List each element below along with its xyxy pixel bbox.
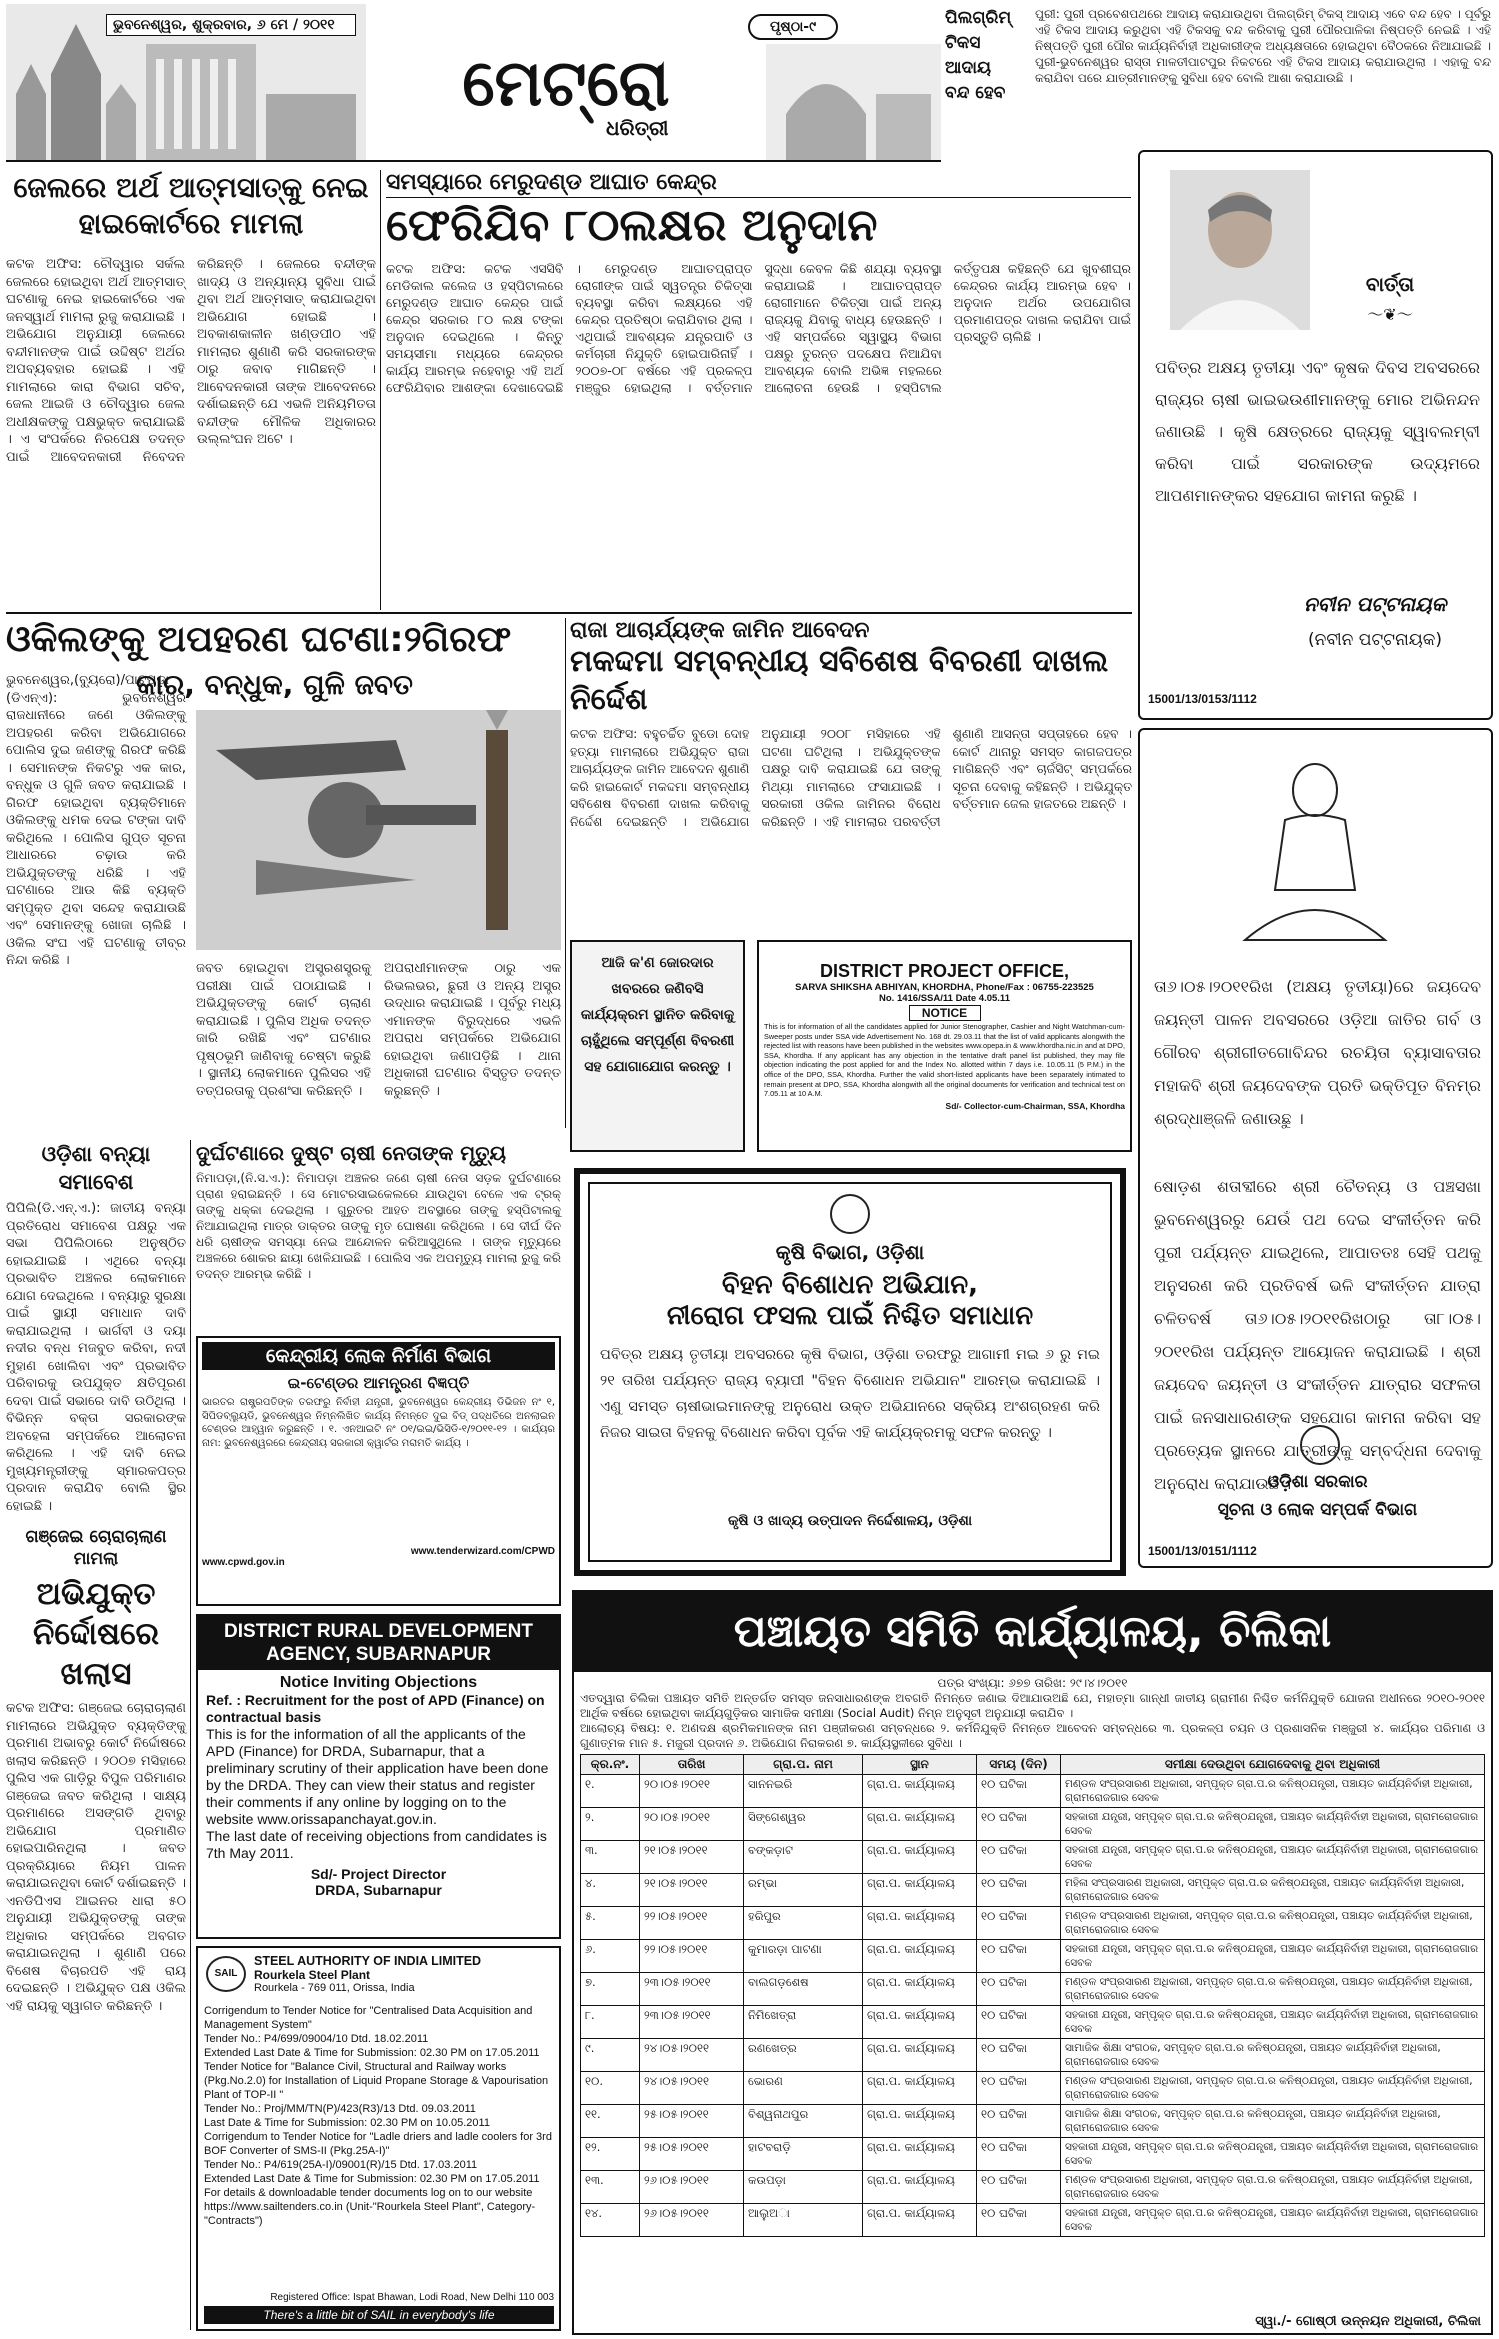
- table-cell: ୫.: [581, 1907, 640, 1940]
- sail-notice: [196, 1946, 561, 2331]
- cpwd-notice: [196, 1336, 561, 1606]
- table-row: [581, 2105, 1485, 2138]
- farmer-story: [196, 1140, 561, 1330]
- table-cell: ହରିପୁର: [744, 1907, 863, 1940]
- sail-line: Tender No.: Proj/MM/TN(P)/423(R3)/13 Dtd. 09.03.2011: [204, 2103, 476, 2115]
- table-cell: ୧୨.: [581, 2138, 640, 2171]
- table-cell: ୨୩।୦୫।୨୦୧୧: [640, 1973, 744, 2006]
- audit-schedule-table: [580, 1754, 1485, 2237]
- table-cell: ୧୦ ଘଟିକା: [977, 2072, 1061, 2105]
- table-cell: ୨୦।୦୫।୨୦୧୧: [640, 1775, 744, 1808]
- table-cell: ୨୦।୦୫।୨୦୧୧: [640, 1808, 744, 1841]
- table-cell: ଗ୍ରା.ପ. କାର୍ଯ୍ୟାଳୟ: [863, 1973, 977, 2006]
- table-cell: ୧୩.: [581, 2171, 640, 2204]
- news-promo-box: [570, 940, 745, 1152]
- building-skyline-right-image: [766, 44, 941, 160]
- table-row: [581, 1841, 1485, 1874]
- dpo-ref: No. 1416/SSA/11 Date 4.05.11: [879, 993, 1010, 1004]
- col-officers: ସମୀକ୍ଷା ଦେଉଥିବା ଯୋଗଦେବାକୁ ଥିବା ଅଧିକାରୀ: [1061, 1755, 1485, 1775]
- table-cell: ୯.: [581, 2039, 640, 2072]
- lawyer-body-2: ଜବତ ହୋଇଥିବା ଅସ୍ତ୍ରଶସ୍ତ୍ରକୁ ପରୀକ୍ଷା ପାଇଁ ପଠାଯାଇଛି । ଅଭିଯୁକ୍ତଙ୍କୁ କୋର୍ଟ ଚାଲାଣ କରାଯାଇଛି । ପୁଲିସ ଅଧିକ ତଦନ୍ତ ଜାରି ରଖିଛି ଏବଂ ଘଟଣାର ପୃଷ୍ଠଭୂମି ଜାଣିବାକୁ ଚେଷ୍ଟା କରୁଛି । ସ୍ଥାନୀୟ ଲୋକମାନେ ପୁଲିସର ଏହି ତତ୍ପରତାକୁ ପ୍ରଶଂସା କରିଛନ୍ତି ।: [196, 961, 371, 1099]
- agri-notice: [574, 1168, 1126, 1576]
- sail-line: Tender No.: P4/619(25A-I)/09001(R)/15 Dtd. 17.03.2011: [204, 2159, 478, 2171]
- table-cell: ୨୪।୦୫।୨୦୧୧: [640, 2039, 744, 2072]
- table-cell: ୧୦ ଘଟିକା: [977, 1940, 1061, 1973]
- paper-title: ମେଟ୍ରୋ: [462, 47, 670, 121]
- table-cell: ଗ୍ରା.ପ. କାର୍ଯ୍ୟାଳୟ: [863, 2204, 977, 2237]
- drda-date: The last date of receiving objections from candidates is 7th May 2011.: [206, 1828, 547, 1861]
- table-cell: ରଣଖେତ୍ର: [744, 2039, 863, 2072]
- table-cell: ଗ୍ରା.ପ. କାର୍ଯ୍ୟାଳୟ: [863, 2138, 977, 2171]
- table-cell: ୩.: [581, 1841, 640, 1874]
- table-cell: ମଣ୍ଡଳ ସଂପ୍ରସାରଣ ଅଧିକାରୀ, ସମ୍ପୃକ୍ତ ଗ୍ରା.ପ.ର କନିଷ୍ଠଯନ୍ତ୍ରୀ, ପଞ୍ଚାୟତ କାର୍ଯ୍ୟନିର୍ବାହୀ ଅଧିକାରୀ, ଗ୍ରାମରୋଜଗାର ସେବକ: [1061, 1907, 1485, 1940]
- table-cell: ସାମାଜିକ ଶିକ୍ଷା ସଂଗଠକ, ସମ୍ପୃକ୍ତ ଗ୍ରା.ପ.ର କନିଷ୍ଠଯନ୍ତ୍ରୀ, ପଞ୍ଚାୟତ କାର୍ଯ୍ୟନିର୍ବାହୀ ଅଧିକାରୀ, ଗ୍ରାମରୋଜଗାର ସେବକ: [1061, 2105, 1485, 2138]
- cpwd-web-1[interactable]: www.tenderwizard.com/CPWD: [410, 1546, 555, 1557]
- cm-message-box: [1138, 150, 1493, 720]
- table-cell: ୨୫।୦୫।୨୦୧୧: [640, 2138, 744, 2171]
- drda-title: DISTRICT RURAL DEVELOPMENT AGENCY, SUBARNAPUR: [198, 1616, 559, 1670]
- sail-line: Tender Notice for "Balance Civil, Structural and Railway works (Pkg.No.2.0) for Installation of Liquid Propane Storage & Vapourisation Plant of TOP-II ": [204, 2061, 549, 2101]
- dateline: ଭୁବନେଶ୍ୱର, ଶୁକ୍ରବାର, ୬ ମେ / ୨୦୧୧: [106, 14, 356, 36]
- table-cell: ୧୦ ଘଟିକା: [977, 1907, 1061, 1940]
- table-row: [581, 2138, 1485, 2171]
- jail-story-headline: ଜେଲରେ ଅର୍ଥ ଆତ୍ମସାତ୍‌କୁ ନେଇ ହାଇକୋର୍ଟରେ ମାମଲା: [13, 171, 369, 240]
- table-cell: ୧୦ ଘଟିକା: [977, 1841, 1061, 1874]
- table-cell: ୨୫।୦୫।୨୦୧୧: [640, 2105, 744, 2138]
- table-cell: ୨୪।୦୫।୨୦୧୧: [640, 2072, 744, 2105]
- table-cell: ୧.: [581, 1775, 640, 1808]
- flood-story: [6, 1140, 186, 1520]
- table-cell: ଗ୍ରା.ପ. କାର୍ଯ୍ୟାଳୟ: [863, 2105, 977, 2138]
- panchayat-subject: ଆଲୋଚ୍ୟ ବିଷୟ: ୧. ଅଣଦକ୍ଷ ଶ୍ରମିକମାନଙ୍କ ନାମ ପଞ୍ଜୀକରଣ ସମ୍ବନ୍ଧରେ ୨. କର୍ମନିଯୁକ୍ତି ନିମନ୍ତେ ଆବେଦନ ସମ୍ବନ୍ଧରେ ୩. ପ୍ରକଳ୍ପ ଚୟନ ଓ ପ୍ରଶାସନିକ ମଞ୍ଜୁରୀ ୪. କାର୍ଯ୍ୟର ପରିମାଣ ଓ ଗୁଣାତ୍ମକ ମାନ ୫. ମଜୁରୀ ପ୍ରଦାନ ୬. ଅଭିଯୋଗ ନିରାକରଣ ୭. କାର୍ଯ୍ୟସ୍ଥଳୀରେ ସୁବିଧା ।: [580, 1721, 1485, 1750]
- agri-line-2: ନୀରୋଗ ଫସଲ ପାଇଁ ନିଶ୍ଚିତ ସମାଧାନ: [666, 1301, 1034, 1331]
- col-time: ସମୟ (ଦିନ): [977, 1755, 1061, 1775]
- table-cell: ସହକାରୀ ଯନ୍ତ୍ରୀ, ସମ୍ପୃକ୍ତ ଗ୍ରା.ପ.ର କନିଷ୍ଠଯନ୍ତ୍ରୀ, ପଞ୍ଚାୟତ କାର୍ଯ୍ୟନିର୍ବାହୀ ଅଧିକାରୀ, ଗ୍ରାମରୋଜଗାର ସେବକ: [1061, 2006, 1485, 2039]
- table-cell: ଗ୍ରା.ପ. କାର୍ଯ୍ୟାଳୟ: [863, 1907, 977, 1940]
- panchayat-notice: [572, 1590, 1493, 2335]
- jayadev-body-2: ଷୋଡ଼ଶ ଶତାବ୍ଦୀରେ ଶ୍ରୀ ଚୈତନ୍ୟ ଓ ପଞ୍ଚସଖା ଭୁବନେଶ୍ୱରରୁ ଯେଉଁ ପଥ ଦେଇ ସଂକୀର୍ତ୍ତନ କରି ପୁରୀ ପର୍ଯ୍ୟନ୍ତ ଯାଇଥିଲେ, ଆପାତତଃ ସେହି ପଥକୁ ଅନୁସରଣ କରି ପ୍ରତିବର୍ଷ ଭଳି ସଂକୀର୍ତ୍ତନ ଯାତ୍ରା ଚଳିତବର୍ଷ ତା୬।୦୫।୨୦୧୧ରିଖଠାରୁ ତା୮।୦୫।୨୦୧୧ରିଖ ପର୍ଯ୍ୟନ୍ତ ଆୟୋଜନ କରାଯାଇଛି । ଶ୍ରୀ ଜୟଦେବ ଜୟନ୍ତୀ ଓ ସଂକୀର୍ତ୍ତନ ଯାତ୍ରାର ସଫଳତା ପାଇଁ ଜନସାଧାରଣଙ୍କ ସହଯୋଗ କାମନା କରିବା ସହ ପ୍ରତ୍ୟେକ ସ୍ଥାନରେ ଯାତ୍ରୀଙ୍କୁ ସମ୍ବର୍ଦ୍ଧନା ଦେବାକୁ ଅନୁରୋଧ କରାଯାଉଛି ।: [1154, 1177, 1481, 1493]
- table-cell: ଗ୍ରା.ପ. କାର୍ଯ୍ୟାଳୟ: [863, 2006, 977, 2039]
- dpo-sign: Sd/- Collector-cum-Chairman, SSA, Khordha: [945, 1100, 1125, 1111]
- sail-line: Corrigendum to Tender Notice for "Ladle driers and ladle coolers for 3rd BOF Converter of SMS-II (Pkg.25A-I)": [204, 2131, 552, 2157]
- table-cell: ଗ୍ରା.ପ. କାର୍ଯ୍ୟାଳୟ: [863, 2171, 977, 2204]
- lawyer-story: [6, 618, 561, 1128]
- table-cell: ଭୋରଣ: [744, 2072, 863, 2105]
- jayadev-box: [1138, 728, 1493, 1568]
- table-cell: ୧୦.: [581, 2072, 640, 2105]
- table-cell: ୨୬।୦୫।୨୦୧୧: [640, 2204, 744, 2237]
- poet-jayadev-illustration: [1225, 750, 1405, 950]
- table-cell: ୭.: [581, 1973, 640, 2006]
- dpo-org: SARVA SHIKSHA ABHIYAN, KHORDHA, Phone/Fax : 06755-223525: [795, 982, 1094, 993]
- col-gp: ଗ୍ରା.ପ. ନାମ: [744, 1755, 863, 1775]
- table-cell: ମଣ୍ଡଳ ସଂପ୍ରସାରଣ ଅଧିକାରୀ, ସମ୍ପୃକ୍ତ ଗ୍ରା.ପ.ର କନିଷ୍ଠଯନ୍ତ୍ରୀ, ପଞ୍ଚାୟତ କାର୍ଯ୍ୟନିର୍ବାହୀ ଅଧିକାରୀ, ଗ୍ରାମରୋଜଗାର ସେବକ: [1061, 2072, 1485, 2105]
- table-cell: ସହକାରୀ ଯନ୍ତ୍ରୀ, ସମ୍ପୃକ୍ତ ଗ୍ରା.ପ.ର କନିଷ୍ଠଯନ୍ତ୍ରୀ, ପଞ୍ଚାୟତ କାର୍ଯ୍ୟନିର୍ବାହୀ ଅଧିକାରୀ, ଗ୍ରାମରୋଜଗାର ସେବକ: [1061, 1808, 1485, 1841]
- table-cell: ୨୨।୦୫।୨୦୧୧: [640, 1907, 744, 1940]
- table-cell: ରମ୍ଭା: [744, 1874, 863, 1907]
- table-cell: ୧୦ ଘଟିକା: [977, 2105, 1061, 2138]
- table-row: [581, 2039, 1485, 2072]
- table-cell: ମହିଳା ସଂପ୍ରସାରଣ ଅଧିକାରୀ, ସମ୍ପୃକ୍ତ ଗ୍ରା.ପ.ର କନିଷ୍ଠଯନ୍ତ୍ରୀ, ପଞ୍ଚାୟତ କାର୍ଯ୍ୟନିର୍ବାହୀ ଅଧିକାରୀ, ଗ୍ରାମରୋଜଗାର ସେବକ: [1061, 1874, 1485, 1907]
- lead-kicker: ସମସ୍ୟାରେ ମେରୁଦଣ୍ଡ ଆଘାତ କେନ୍ଦ୍ର: [386, 170, 1131, 198]
- jayadev-footer-org: ଓଡ଼ିଶା ସରକାର: [1267, 1472, 1368, 1492]
- news-promo-text: ଆଜି କ'ଣ ଜୋରଦାର ଖବରରେ ଜଣିବସି କାର୍ଯ୍ୟକ୍ରମ ସ୍ଥାନିତ କରିବାକୁ ଚାହୁଁଥିଲେ ସମ୍ପୂର୍ଣ୍ଣ ବିବରଣୀ ସହ ଯୋଗାଯୋଗ କରନ୍ତୁ ।: [580, 955, 735, 1075]
- table-cell: ସହକାରୀ ଯନ୍ତ୍ରୀ, ସମ୍ପୃକ୍ତ ଗ୍ରା.ପ.ର କନିଷ୍ଠଯନ୍ତ୍ରୀ, ପଞ୍ଚାୟତ କାର୍ଯ୍ୟନିର୍ବାହୀ ଅଧିକାରୀ, ଗ୍ରାମରୋଜଗାର ସେବକ: [1061, 2204, 1485, 2237]
- message-signature: ନବୀନ ପଟ୍ଟନାୟକ: [1303, 592, 1447, 616]
- table-row: [581, 1808, 1485, 1841]
- table-cell: ୨୧।୦୫।୨୦୧୧: [640, 1841, 744, 1874]
- masthead: [6, 4, 941, 162]
- table-header-row: [581, 1755, 1485, 1775]
- ganja-kicker: ଗଞ୍ଜେଇ ଚୋରାଚାଲାଣ ମାମଲା: [25, 1527, 167, 1569]
- table-cell: ୧୦ ଘଟିକା: [977, 2204, 1061, 2237]
- table-cell: ଗ୍ରା.ପ. କାର୍ଯ୍ୟାଳୟ: [863, 1841, 977, 1874]
- sail-line: Extended Last Date & Time for Submission: 02.30 PM on 17.05.2011: [204, 2047, 540, 2059]
- table-cell: ବଙ୍କଡ଼ାଟ: [744, 1841, 863, 1874]
- sail-line: Extended Last Date & Time for Submission: 02.30 PM on 17.05.2011: [204, 2173, 540, 2185]
- table-row: [581, 1775, 1485, 1808]
- pilgrim-tax-brief: [945, 6, 1493, 156]
- odisha-emblem-icon: [1300, 1425, 1340, 1465]
- table-cell: ୨୩।୦୫।୨୦୧୧: [640, 2006, 744, 2039]
- ganja-body: କଟକ ଅଫିସ: ଗଞ୍ଜେଇ ଚୋରାଚାଲାଣ ମାମଲାରେ ଅଭିଯୁକ୍ତ ବ୍ୟକ୍ତିଙ୍କୁ ପ୍ରମାଣ ଅଭାବରୁ କୋର୍ଟ ନିର୍ଦ୍ଦୋଷରେ ଖଲାସ କରିଛନ୍ତି । ୨୦୦୭ ମସିହାରେ ପୁଲିସ ଏକ ଗାଡ଼ିରୁ ବିପୁଳ ପରିମାଣର ଗଞ୍ଜେଇ ଜବତ କରିଥିଲା । ସାକ୍ଷ୍ୟ ପ୍ରମାଣରେ ଅସଙ୍ଗତି ଥିବାରୁ ଅଭିଯୋଗ ପ୍ରମାଣିତ ହୋଇପାରିନଥିଲା । ଜବତ ପ୍ରକ୍ରିୟାରେ ନିୟମ ପାଳନ କରାଯାଇନଥିବା କୋର୍ଟ ଦର୍ଶାଇଛନ୍ତି । ଏନଡିପିଏସ ଆଇନର ଧାରା ୫୦ ଅନୁଯାୟୀ ଅଭିଯୁକ୍ତଙ୍କୁ ତାଙ୍କ ଅଧିକାର ସମ୍ପର୍କରେ ଅବଗତ କରାଯାଇନଥିଲା । ଶୁଣାଣି ପରେ ବିଶେଷ ବିଚାରପତି ଏହି ରାୟ ଦେଇଛନ୍ତି । ଅଭିଯୁକ୍ତ ପକ୍ଷ ଓକିଲ ଏହି ରାୟକୁ ସ୍ୱାଗତ କରିଛନ୍ତି ।: [6, 1701, 186, 2014]
- dpo-body: This is for information of all the candidates applied for Junior Stenographer, Cashier and Night Watchman-cum-Sweeper posts under SSA vide Advertisement No. 168 dt. 29.03.11 that the list of valid applicants alongwith the rejected list with reasons have been published in the websites www.opepa.in & www.khordha.nic.in and at DPO, SSA, Khordha. If any applicant has any objection in the tentative draft panel list published, they may file objection indicating the post applied for and the Index No. allotted within 7 days i.e. 10.05.11 (5 P.M.) in the office of the DPO, SSA, Khordha. Further the valid short-listed applicants have been separately intimated to remain present at DPO, SSA, Khordha alongwith all the original documents for verification and technical test on 7.05.11 at 10 A.M.: [764, 1022, 1125, 1099]
- lawyer-subhead: କାର, ବନ୍ଧୁକ, ଗୁଳି ଜବତ: [136, 668, 413, 701]
- table-cell: ୧୦ ଘଟିକା: [977, 2171, 1061, 2204]
- table-cell: ୨୧।୦୫।୨୦୧୧: [640, 1874, 744, 1907]
- table-cell: ବିଶ୍ୱନାଥପୁର: [744, 2105, 863, 2138]
- brief-headline-1: ପିଲଗ୍ରିମ୍: [945, 8, 1012, 28]
- message-heading: ବାର୍ତ୍ତା: [1365, 272, 1415, 296]
- table-cell: ୧୦ ଘଟିକା: [977, 1874, 1061, 1907]
- lawyer-headline: ଓକିଲଙ୍କୁ ଅପହରଣ ଘଟଣା:୨ଗିରଫ: [6, 619, 512, 660]
- seized-weapons-photo: [196, 710, 561, 950]
- table-row: [581, 1874, 1485, 1907]
- panchayat-ref: ପତ୍ର ସଂଖ୍ୟା: ୬୭୭ ତାରିଖ: ୨୯।୪।୨୦୧୧: [937, 1676, 1128, 1690]
- table-cell: ୨.: [581, 1808, 640, 1841]
- farmer-headline: ଦୁର୍ଘଟଣାରେ ଦୁଷ୍ଟ ଚାଷୀ ନେତାଙ୍କ ମୃତ୍ୟୁ: [196, 1141, 507, 1165]
- drda-body: This is for the information of all the applicants of the APD (Finance) for DRDA, Subarnapur, that a preliminary scrutiny of their application have been done by the DRDA. They can view their status and register their comments if any online by logging on to the website www.orissapanchayat.gov.in.: [206, 1726, 549, 1827]
- table-cell: ୨୬।୦୫।୨୦୧୧: [640, 2171, 744, 2204]
- brief-body: ପୁରୀ: ପୁରୀ ପ୍ରବେଶପଥରେ ଆଦାୟ କରାଯାଉଥିବା ପିଲଗ୍ରିମ୍ ଟିକସ୍ ଆଦାୟ ଏବେ ବନ୍ଦ ହେବ । ପୂର୍ବରୁ ଏହି ଟିକସ ଆଦାୟ କରୁଥିବା ଏହି ଟିକସକୁ ବନ୍ଦ କରିବାକୁ ପୁରୀ ପୌରପାଳିକା ନିଷ୍ପତ୍ତି ନେଇଛି । ଏହି ନିଷ୍ପତ୍ତି ପୁରୀ ପୌର କାର୍ଯ୍ୟନିର୍ବାହୀ ଅଧିକାରୀଙ୍କ ଅଧ୍ୟକ୍ଷତାରେ ହୋଇଥିବା ବୈଠକରେ ନିଆଯାଇଛି । ପୁରୀ-ଭୁବନେଶ୍ୱର ରାସ୍ତା ମାଳତୀପାଟପୁର ନିକଟରେ ଏହି ଟିକସ ଆଦାୟ କରାଯାଉଥିଲା । ଏହାକୁ ବନ୍ଦ କରାଯିବା ପରେ ଯାତ୍ରୀମାନଙ୍କୁ ସୁବିଧା ହେବ ବୋଲି ଆଶା କରାଯାଉଛି ।: [1035, 7, 1491, 85]
- message-code: 15001/13/0153/1112: [1148, 692, 1257, 706]
- panchayat-intro: ଏତଦ୍ୱାରା ଚିଲିକା ପଞ୍ଚାୟତ ସମିତି ଅନ୍ତର୍ଗତ ସମସ୍ତ ଜନସାଧାରଣଙ୍କ ଅବଗତି ନିମନ୍ତେ ଜଣାଇ ଦିଆଯାଉଅଛି ଯେ, ମହାତ୍ମା ଗାନ୍ଧୀ ଜାତୀୟ ଗ୍ରାମୀଣ ନିଶ୍ଚିତ କର୍ମନିଯୁକ୍ତି ଯୋଜନା ଅଧୀନରେ ୨୦୧୦-୨୦୧୧ ଆର୍ଥିକ ବର୍ଷରେ ହୋଇଥିବା କାର୍ଯ୍ୟଗୁଡ଼ିକର ସାମାଜିକ ସମୀକ୍ଷା (Social Audit) ନିମ୍ନ ଅନୁସୂଚୀ ଅନୁଯାୟୀ କରାଯିବ ।: [580, 1691, 1485, 1720]
- sail-logo-icon: SAIL: [206, 1956, 246, 1992]
- sail-registered: Registered Office: Ispat Bhawan, Lodi Road, New Delhi 110 003: [270, 2292, 554, 2303]
- table-cell: ଗ୍ରା.ପ. କାର୍ଯ୍ୟାଳୟ: [863, 2039, 977, 2072]
- raja-story: [570, 618, 1132, 928]
- sail-line: For details & downloadable tender documents log on to our website https://www.sailtenders.co.in (Unit-"Rourkela Steel Plant", Category-"Contracts"): [204, 2187, 536, 2227]
- table-cell: ମଣ୍ଡଳ ସଂପ୍ରସାରଣ ଅଧିକାରୀ, ସମ୍ପୃକ୍ତ ଗ୍ରା.ପ.ର କନିଷ୍ଠଯନ୍ତ୍ରୀ, ପଞ୍ଚାୟତ କାର୍ଯ୍ୟନିର୍ବାହୀ ଅଧିକାରୀ, ଗ୍ରାମରୋଜଗାର ସେବକ: [1061, 1775, 1485, 1808]
- lead-story: [386, 170, 1131, 610]
- ganja-headline: ଅଭିଯୁକ୍ତ ନିର୍ଦ୍ଦୋଷରେ ଖଲାସ: [33, 1576, 159, 1692]
- table-cell: ବାଲଗଡ଼ଶେଷ: [744, 1973, 863, 2006]
- col-sl: କ୍ର.ନଂ.: [581, 1755, 640, 1775]
- table-cell: ୬.: [581, 1940, 640, 1973]
- table-row: [581, 2171, 1485, 2204]
- sail-org: STEEL AUTHORITY OF INDIA LIMITED: [254, 1954, 482, 1968]
- table-cell: ୧୦ ଘଟିକା: [977, 1775, 1061, 1808]
- cpwd-body: ଭାରତର ରାଷ୍ଟ୍ରପତିଙ୍କ ତରଫରୁ ନିର୍ବାହୀ ଯନ୍ତ୍ରୀ, ଭୁବନେଶ୍ୱର କେନ୍ଦ୍ରୀୟ ଡିଭିଜନ ନଂ ୧, ସିପିଡବ୍ଲ୍ୟୁଡି, ଭୁବନେଶ୍ୱର ନିମ୍ନଲିଖିତ କାର୍ଯ୍ୟ ନିମନ୍ତେ ଦୁଇ ବିଡ୍ ପଦ୍ଧତିରେ ଅନଲାଇନ ଟେଣ୍ଡର ଆହ୍ୱାନ କରୁଛନ୍ତି । ୧. ଏନଆଇଟି ନଂ ୦୧/ଇଇ/ଭିସିଡି-୧/୨୦୧୧-୧୨ । କାର୍ଯ୍ୟର ନାମ: ଭୁବନେଶ୍ୱରରେ କେନ୍ଦ୍ରୀୟ ସରକାରୀ କ୍ୱାର୍ଟର ମରାମତି କାର୍ଯ୍ୟ ।: [202, 1397, 555, 1449]
- table-cell: ନିମିଖେତ୍ରା: [744, 2006, 863, 2039]
- dpo-notice: [757, 940, 1132, 1152]
- table-cell: ଗ୍ରା.ପ. କାର୍ଯ୍ୟାଳୟ: [863, 2072, 977, 2105]
- lead-headline: ଫେରିଯିବ ୮୦ଲକ୍ଷର ଅନୁଦାନ: [386, 200, 878, 251]
- table-cell: ୧୦ ଘଟିକା: [977, 2039, 1061, 2072]
- sail-tagline: There's a little bit of SAIL in everybody's life: [204, 2306, 554, 2324]
- table-cell: ସାମାଜିକ ଶିକ୍ଷା ସଂଗଠକ, ସମ୍ପୃକ୍ତ ଗ୍ରା.ପ.ର କନିଷ୍ଠଯନ୍ତ୍ରୀ, ପଞ୍ଚାୟତ କାର୍ଯ୍ୟନିର୍ବାହୀ ଅଧିକାରୀ, ଗ୍ରାମରୋଜଗାର ସେବକ: [1061, 2039, 1485, 2072]
- jail-story: [6, 170, 376, 610]
- brief-headline-4: ବନ୍ଦ ହେବ: [945, 83, 1006, 103]
- message-body: ପବିତ୍ର ଅକ୍ଷୟ ତୃତୀୟା ଏବଂ କୃଷକ ଦିବସ ଅବସରରେ ରାଜ୍ୟର ଚାଷୀ ଭାଇଭଉଣୀମାନଙ୍କୁ ମୋର ଅଭିନନ୍ଦନ ଜଣାଉଛି । କୃଷି କ୍ଷେତ୍ରରେ ରାଜ୍ୟକୁ ସ୍ୱାବଲମ୍ବୀ କରିବା ପାଇଁ ସରକାରଙ୍କ ଉଦ୍ୟମରେ ଆପଣମାନଙ୍କର ସହଯୋଗ କାମନା କରୁଛି ।: [1155, 358, 1480, 505]
- table-cell: ୧୧.: [581, 2105, 640, 2138]
- flourish-divider: ～❦～: [1367, 305, 1413, 324]
- table-cell: ୮.: [581, 2006, 640, 2039]
- lawyer-body-3: ଅପରାଧୀମାନଙ୍କ ଠାରୁ ଏକ ରିଭଲଭର, ଛୁରୀ ଓ ଅନ୍ୟ ଅସ୍ତ୍ର ଉଦ୍ଧାର କରାଯାଇଛି । ପୂର୍ବରୁ ମଧ୍ୟ ଏମାନଙ୍କ ବିରୁଦ୍ଧରେ ଏଭଳି ଅପରାଧ ସମ୍ପର୍କରେ ଅଭିଯୋଗ ହୋଇଥିବା ଜଣାପଡ଼ିଛି । ଥାନା ଅଧିକାରୀ ଘଟଣାର ବିସ୍ତୃତ ତଦନ୍ତ କରୁଛନ୍ତି ।: [384, 961, 561, 1099]
- page-number: ପୃଷ୍ଠା-୯: [748, 14, 838, 40]
- jayadev-body-1: ତା୬।୦୫।୨୦୧୧ରିଖ (ଅକ୍ଷୟ ତୃତୀୟା)ରେ ଜୟଦେବ ଜୟନ୍ତୀ ପାଳନ ଅବସରରେ ଓଡ଼ିଆ ଜାତିର ଗର୍ବ ଓ ଗୌରବ ଶ୍ରୀଗୀତଗୋବିନ୍ଦର ରଚୟିତା ବ୍ୟାସାବତାର ମହାକବି ଶ୍ରୀ ଜୟଦେବଙ୍କ ପ୍ରତି ଭକ୍ତିପୂତ ବିନମ୍ର ଶ୍ରଦ୍ଧାଞ୍ଜଳି ଜଣାଉଛୁ ।: [1154, 977, 1481, 1128]
- table-cell: ଗ୍ରା.ପ. କାର୍ଯ୍ୟାଳୟ: [863, 1940, 977, 1973]
- agri-dept: କୃଷି ବିଭାଗ, ଓଡ଼ିଶା: [775, 1240, 925, 1264]
- drda-sign-2: DRDA, Subarnapur: [315, 1882, 442, 1898]
- table-row: [581, 1907, 1485, 1940]
- table-cell: ହାଟବରାଡ଼ି: [744, 2138, 863, 2171]
- table-cell: ୧୦ ଘଟିକା: [977, 2006, 1061, 2039]
- audit-schedule-rows: [581, 1775, 1485, 2237]
- table-cell: ମଣ୍ଡଳ ସଂପ୍ରସାରଣ ଅଧିକାରୀ, ସମ୍ପୃକ୍ତ ଗ୍ରା.ପ.ର କନିଷ୍ଠଯନ୍ତ୍ରୀ, ପଞ୍ଚାୟତ କାର୍ଯ୍ୟନିର୍ବାହୀ ଅଧିକାରୀ, ଗ୍ରାମରୋଜଗାର ସେବକ: [1061, 1973, 1485, 2006]
- panchayat-title: ପଞ୍ଚାୟତ ସମିତି କାର୍ଯ୍ୟାଳୟ, ଚିଲିକା: [574, 1592, 1491, 1672]
- farmer-body: ନିମାପଡ଼ା,(ନି.ସ.ଏ.): ନିମାପଡ଼ା ଅଞ୍ଚଳର ଜଣେ ଚାଷୀ ନେତା ସଡ଼କ ଦୁର୍ଘଟଣାରେ ପ୍ରାଣ ହରାଇଛନ୍ତି । ସେ ମୋଟରସାଇକେଲରେ ଯାଉଥିବା ବେଳେ ଏକ ଟ୍ରକ୍ ତାଙ୍କୁ ଧକ୍କା ଦେଇଥିଲା । ଗୁରୁତର ଆହତ ଅବସ୍ଥାରେ ତାଙ୍କୁ ହସ୍ପିଟାଲକୁ ନିଆଯାଇଥିଲା ମାତ୍ର ଡାକ୍ତର ତାଙ୍କୁ ମୃତ ଘୋଷଣା କରିଥିଲେ । ସେ ଦୀର୍ଘ ଦିନ ଧରି ଚାଷୀଙ୍କ ସମସ୍ୟା ନେଇ ଆନ୍ଦୋଳନ କରିଆସୁଥିଲେ । ତାଙ୍କ ମୃତ୍ୟୁରେ ଅଞ୍ଚଳରେ ଶୋକର ଛାୟା ଖେଳିଯାଇଛି । ପୋଲିସ ଏକ ଅପମୃତ୍ୟୁ ମାମଲା ରୁଜୁ କରି ତଦନ୍ତ ଆରମ୍ଭ କରିଛି ।: [196, 1171, 561, 1281]
- table-cell: କୁମାରଡ଼ା ପାଟଣା: [744, 1940, 863, 1973]
- table-cell: ୧୦ ଘଟିକା: [977, 1808, 1061, 1841]
- table-cell: ସାନନଇରି: [744, 1775, 863, 1808]
- lead-body: କଟକ ଅଫିସ: କଟକ ଏସସିବି ମେଡିକାଲ କଲେଜ ଓ ହସ୍ପିଟାଲରେ ମେରୁଦଣ୍ଡ ଆଘାତ କେନ୍ଦ୍ର ପାଇଁ କେନ୍ଦ୍ର ସରକାର ୮୦ ଲକ୍ଷ ଟଙ୍କା ଅନୁଦାନ ଦେଇଥିଲେ । କିନ୍ତୁ ସମୟସୀମା ମଧ୍ୟରେ କେନ୍ଦ୍ରର କାର୍ଯ୍ୟ ଆରମ୍ଭ ନହେବାରୁ ଏହି ଅର୍ଥ ଫେରିଯିବାର ଆଶଙ୍କା ଦେଖାଦେଇଛି । ମେରୁଦଣ୍ଡ ଆଘାତପ୍ରାପ୍ତ ରୋଗୀଙ୍କ ପାଇଁ ସ୍ୱତନ୍ତ୍ର ଚିକିତ୍ସା ବ୍ୟବସ୍ଥା କରିବା ଲକ୍ଷ୍ୟରେ ଏହି କେନ୍ଦ୍ର ପ୍ରତିଷ୍ଠା କରାଯିବାର ଥିଲା । ଏଥିପାଇଁ ଆବଶ୍ୟକ ଯନ୍ତ୍ରପାତି ଓ କର୍ମଚାରୀ ନିଯୁକ୍ତି ହୋଇପାରିନାହିଁ । ୨୦୦୭-୦୮ ବର୍ଷରେ ଏହି ପ୍ରକଳ୍ପ ମଞ୍ଜୁର ହୋଇଥିଲା । ବର୍ତ୍ତମାନ ସୁଦ୍ଧା କେବଳ କିଛି ଶଯ୍ୟା ବ୍ୟବସ୍ଥା କରାଯାଇଛି । ଆଘାତପ୍ରାପ୍ତ ରୋଗୀମାନେ ଚିକିତ୍ସା ପାଇଁ ଅନ୍ୟ ରାଜ୍ୟକୁ ଯିବାକୁ ବାଧ୍ୟ ହେଉଛନ୍ତି । ଏହି ସମ୍ପର୍କରେ ସ୍ୱାସ୍ଥ୍ୟ ବିଭାଗ ପକ୍ଷରୁ ତୁରନ୍ତ ପଦକ୍ଷେପ ନିଆଯିବା ଆବଶ୍ୟକ ବୋଲି ଅଭିଜ୍ଞ ମହଲରେ ଆଲୋଚନା ହେଉଛି । ହସ୍ପିଟାଲ କର୍ତ୍ତୃପକ୍ଷ କହିଛନ୍ତି ଯେ ଖୁବଶୀଘ୍ର କେନ୍ଦ୍ରର କାର୍ଯ୍ୟ ଆରମ୍ଭ ହେବ । ଅନୁଦାନ ଅର୍ଥର ଉପଯୋଗିତା ପ୍ରମାଣପତ୍ର ଦାଖଲ କରାଯିବା ପାଇଁ ପ୍ରସ୍ତୁତି ଚାଲିଛି ।: [386, 261, 1131, 395]
- col-date: ତାରିଖ: [640, 1755, 744, 1775]
- table-cell: ମଣ୍ଡଳ ସଂପ୍ରସାରଣ ଅଧିକାରୀ, ସମ୍ପୃକ୍ତ ଗ୍ରା.ପ.ର କନିଷ୍ଠଯନ୍ତ୍ରୀ, ପଞ୍ଚାୟତ କାର୍ଯ୍ୟନିର୍ବାହୀ ଅଧିକାରୀ, ଗ୍ରାମରୋଜଗାର ସେବକ: [1061, 2171, 1485, 2204]
- table-row: [581, 1940, 1485, 1973]
- table-cell: ୧୦ ଘଟିକା: [977, 1973, 1061, 2006]
- raja-kicker: ରାଜା ଆଚାର୍ଯ୍ୟଙ୍କ ଜାମିନ ଆବେଦନ: [570, 618, 870, 643]
- drda-sign-1: Sd/- Project Director: [310, 1866, 447, 1882]
- lawyer-body-1: ଭୁବନେଶ୍ୱର,(ବ୍ୟୁରୋ)/ପାଟପଡ଼ା (ଡିଏନ୍‌ଏ): ଭୁବନେଶ୍ୱର ରାଜଧାନୀରେ ଜଣେ ଓକିଲଙ୍କୁ ଅପହରଣ କରିବା ଅଭିଯୋଗରେ ପୋଲିସ ଦୁଇ ଜଣଙ୍କୁ ଗିରଫ କରିଛି । ସେମାନଙ୍କ ନିକଟରୁ ଏକ କାର, ବନ୍ଧୁକ ଓ ଗୁଳି ଜବତ କରାଯାଇଛି । ଗିରଫ ହୋଇଥିବା ବ୍ୟକ୍ତିମାନେ ଓକିଲଙ୍କୁ ଧମକ ଦେଇ ଟଙ୍କା ଦାବି କରିଥିଲେ । ପୋଲିସ ଗୁପ୍ତ ସୂଚନା ଆଧାରରେ ଚଢ଼ାଉ କରି ଅଭିଯୁକ୍ତଙ୍କୁ ଧରିଛି । ଏହି ଘଟଣାରେ ଆଉ କିଛି ବ୍ୟକ୍ତି ସମ୍ପୃକ୍ତ ଥିବା ସନ୍ଦେହ କରାଯାଉଛି ଏବଂ ସେମାନଙ୍କୁ ଖୋଜା ଚାଲିଛି । ଓକିଲ ସଂଘ ଏହି ଘଟଣାକୁ ତୀବ୍ର ନିନ୍ଦା କରିଛି ।: [6, 673, 186, 968]
- cpwd-title: କେନ୍ଦ୍ରୀୟ ଲୋକ ନିର୍ମାଣ ବିଭାଗ: [202, 1342, 555, 1370]
- sail-line: Last Date & Time for Submission: 02.30 PM on 10.05.2011: [204, 2117, 490, 2129]
- table-cell: ୪.: [581, 1874, 640, 1907]
- table-cell: ଆଲୁଅା: [744, 2204, 863, 2237]
- col-place: ସ୍ଥାନ: [863, 1755, 977, 1775]
- table-cell: ୧୦ ଘଟିକା: [977, 2138, 1061, 2171]
- raja-body: କଟକ ଅଫିସ: ବହୁଚର୍ଚ୍ଚିତ ବୁଡୋ ଦୋହ ହତ୍ୟା ମାମଲାରେ ଅଭିଯୁକ୍ତ ରାଜା ଆଚାର୍ଯ୍ୟଙ୍କ ଜାମିନ ଆବେଦନ ଶୁଣାଣି କରି ହାଇକୋର୍ଟ ମକଦ୍ଦମା ସମ୍ବନ୍ଧୀୟ ସବିଶେଷ ବିବରଣୀ ଦାଖଲ କରିବାକୁ ନିର୍ଦ୍ଦେଶ ଦେଇଛନ୍ତି । ଅଭିଯୋଗ ଅନୁଯାୟୀ ୨୦୦୮ ମସିହାରେ ଏହି ଘଟଣା ଘଟିଥିଲା । ଅଭିଯୁକ୍ତଙ୍କ ପକ୍ଷରୁ ଦାବି କରାଯାଇଛି ଯେ ତାଙ୍କୁ ମିଥ୍ୟା ମାମଲାରେ ଫସାଯାଇଛି । ସରକାରୀ ଓକିଲ ଜାମିନର ବିରୋଧ କରିଛନ୍ତି । ଏହି ମାମଲାର ପରବର୍ତ୍ତୀ ଶୁଣାଣି ଆସନ୍ତା ସପ୍ତାହରେ ହେବ । କୋର୍ଟ ଥାନାରୁ ସମସ୍ତ କାଗଜପତ୍ର ମାଗିଛନ୍ତି ଏବଂ ଚାର୍ଜସିଟ୍ ସମ୍ପର୍କରେ ସୂଚନା ଦେବାକୁ କହିଛନ୍ତି । ଅଭିଯୁକ୍ତ ବର୍ତ୍ତମାନ ଜେଲ ହାଜତରେ ଅଛନ୍ତି ।: [570, 726, 1132, 829]
- agri-footer: କୃଷି ଓ ଖାଦ୍ୟ ଉତ୍ପାଦନ ନିର୍ଦ୍ଦେଶାଳୟ, ଓଡ଼ିଶା: [727, 1513, 973, 1529]
- agri-body: ପବିତ୍ର ଅକ୍ଷୟ ତୃତୀୟା ଅବସରରେ କୃଷି ବିଭାଗ, ଓଡ଼ିଶା ତରଫରୁ ଆଗାମୀ ମଇ ୬ ରୁ ମଇ ୨୧ ତାରିଖ ପର୍ଯ୍ୟନ୍ତ ରାଜ୍ୟ ବ୍ୟାପୀ "ବିହନ ବିଶୋଧନ ଅଭିଯାନ" ଆରମ୍ଭ କରାଯାଇଛି । ଏଣୁ ସମସ୍ତ ଚାଷୀଭାଇମାନଙ୍କୁ ଅନୁରୋଧ ଉକ୍ତ ଅଭିଯାନରେ ସକ୍ରିୟ ଅଂଶଗ୍ରହଣ କରି ନିଜର ସାଇତା ବିହନକୁ ବିଶୋଧନ କରିବା ପୂର୍ବକ ଏହି କାର୍ଯ୍ୟକ୍ରମକୁ ସଫଳ କରନ୍ତୁ ।: [600, 1347, 1100, 1441]
- table-cell: ସହକାରୀ ଯନ୍ତ୍ରୀ, ସମ୍ପୃକ୍ତ ଗ୍ରା.ପ.ର କନିଷ୍ଠଯନ୍ତ୍ରୀ, ପଞ୍ଚାୟତ କାର୍ଯ୍ୟନିର୍ବାହୀ ଅଧିକାରୀ, ଗ୍ରାମରୋଜଗାର ସେବକ: [1061, 2138, 1485, 2171]
- cpwd-subtitle: ଇ-ଟେଣ୍ଡର ଆମନ୍ତ୍ରଣ ବିଜ୍ଞପ୍ତି: [287, 1374, 470, 1392]
- table-cell: ସହକାରୀ ଯନ୍ତ୍ରୀ, ସମ୍ପୃକ୍ତ ଗ୍ରା.ପ.ର କନିଷ୍ଠଯନ୍ତ୍ରୀ, ପଞ୍ଚାୟତ କାର୍ଯ୍ୟନିର୍ବାହୀ ଅଧିକାରୀ, ଗ୍ରାମରୋଜଗାର ସେବକ: [1061, 1940, 1485, 1973]
- dpo-label: NOTICE: [909, 1005, 981, 1021]
- ganja-story: [6, 1526, 186, 2336]
- dpo-office: DISTRICT PROJECT OFFICE,: [819, 961, 1069, 981]
- table-cell: କଉପଡ଼ା: [744, 2171, 863, 2204]
- brief-headline-3: ଆଦାୟ: [945, 58, 992, 78]
- odisha-emblem-icon-2: [830, 1194, 870, 1234]
- raja-headline: ମକଦ୍ଦମା ସମ୍ବନ୍ଧୀୟ ସବିଶେଷ ବିବରଣୀ ଦାଖଲ ନିର୍ଦ୍ଦେଶ: [570, 644, 1109, 717]
- panchayat-sign: ସ୍ୱା./- ଗୋଷ୍ଠୀ ଉନ୍ନୟନ ଅଧିକାରୀ, ଚିଲିକା: [1255, 2314, 1481, 2329]
- jayadev-footer-dept: ସୂଚନା ଓ ଲୋକ ସମ୍ପର୍କ ବିଭାଗ: [1217, 1500, 1418, 1520]
- table-row: [581, 2204, 1485, 2237]
- cpwd-web-2[interactable]: www.cpwd.gov.in: [202, 1557, 285, 1568]
- jayadev-code: 15001/13/0151/1112: [1148, 1544, 1257, 1558]
- sail-line: Tender No.: P4/699/09004/10 Dtd. 18.02.2011: [204, 2033, 429, 2045]
- agri-line-1: ବିହନ ବିଶୋଧନ ଅଭିଯାନ,: [721, 1270, 979, 1300]
- table-cell: ଗ୍ରା.ପ. କାର୍ଯ୍ୟାଳୟ: [863, 1874, 977, 1907]
- drda-notice: [196, 1614, 561, 1939]
- table-cell: ଗ୍ରା.ପ. କାର୍ଯ୍ୟାଳୟ: [863, 1808, 977, 1841]
- sail-line: Corrigendum to Tender Notice for "Centralised Data Acquisition and Management System": [204, 2005, 533, 2031]
- flood-body: ପିପିଲି(ଡି.ଏନ୍.ଏ.): ଜାତୀୟ ବନ୍ୟା ପ୍ରତିରୋଧ ସମାବେଶ ପକ୍ଷରୁ ଏକ ସଭା ପିପିଲିଠାରେ ଅନୁଷ୍ଠିତ ହୋଇଯାଇଛି । ଏଥିରେ ବନ୍ୟା ପ୍ରଭାବିତ ଅଞ୍ଚଳର ଲୋକମାନେ ଯୋଗ ଦେଇଥିଲେ । ବନ୍ୟାରୁ ସୁରକ୍ଷା ପାଇଁ ସ୍ଥାୟୀ ସମାଧାନ ଦାବି କରାଯାଇଥିଲା । ଭାର୍ଗବୀ ଓ ଦୟା ନଦୀର ବନ୍ଧ ମଜବୁତ କରିବା, ନଦୀ ମୁହାଣ ଖୋଲିବା ଏବଂ ପ୍ରଭାବିତ ପରିବାରକୁ ଉପଯୁକ୍ତ କ୍ଷତିପୂରଣ ଦେବା ପାଇଁ ସଭାରେ ଦାବି ଉଠିଥିଲା । ବିଭିନ୍ନ ବକ୍ତା ସରକାରଙ୍କ ଅବହେଳା ସମ୍ପର୍କରେ ଆଲୋଚନା କରିଥିଲେ । ଏହି ଦାବି ନେଇ ମୁଖ୍ୟମନ୍ତ୍ରୀଙ୍କୁ ସ୍ମାରକପତ୍ର ପ୍ରଦାନ କରାଯିବ ବୋଲି ସ୍ଥିର ହୋଇଛି ।: [6, 1201, 186, 1514]
- table-cell: ୨୨।୦୫।୨୦୧୧: [640, 1940, 744, 1973]
- drda-ref: Ref. : Recruitment for the post of APD (Finance) on contractual basis: [206, 1692, 545, 1725]
- table-cell: ୧୪.: [581, 2204, 640, 2237]
- flood-headline: ଓଡ଼ିଶା ବନ୍ୟା ସମାବେଶ: [41, 1142, 151, 1194]
- portrait-photo: [1170, 170, 1310, 330]
- table-row: [581, 2006, 1485, 2039]
- table-row: [581, 1973, 1485, 2006]
- jail-story-body: କଟକ ଅଫିସ: ଚୌଦ୍ୱାର ସର୍କଲ ଜେଲରେ ହୋଇଥିବା ଅର୍ଥ ଆତ୍ମସାତ୍ ଘଟଣାକୁ ନେଇ ହାଇକୋର୍ଟରେ ଏକ ଜନସ୍ୱାର୍ଥ ମାମଲା ରୁଜୁ କରାଯାଇଛି । ଅଭିଯୋଗ ଅନୁଯାୟୀ ଜେଲରେ ବନ୍ଦୀମାନଙ୍କ ପାଇଁ ଉଦ୍ଦିଷ୍ଟ ଅର୍ଥର ଅପବ୍ୟବହାର ହୋଇଛି । ଏହି ମାମଲାରେ କାରା ବିଭାଗ ସଚିବ, ଜେଲ ଆଇଜି ଓ ଚୌଦ୍ୱାର ଜେଲ ଅଧୀକ୍ଷକଙ୍କୁ ପକ୍ଷଭୁକ୍ତ କରାଯାଇଛି । ଏ ସଂପର୍କରେ ନିରପେକ୍ଷ ତଦନ୍ତ ପାଇଁ ଆବେଦନକାରୀ ନିବେଦନ କରିଛନ୍ତି । ଜେଲରେ ବନ୍ଦୀଙ୍କ ଖାଦ୍ୟ ଓ ଅନ୍ୟାନ୍ୟ ସୁବିଧା ପାଇଁ ଥିବା ଅର୍ଥ ଆତ୍ମସାତ୍ କରାଯାଇଥିବା ଅଭିଯୋଗ ହୋଇଛି । ଅବକାଶକାଳୀନ ଖଣ୍ଡପୀଠ ଏହି ମାମଲାର ଶୁଣାଣି କରି ସରକାରଙ୍କ ଠାରୁ ଜବାବ ମାଗିଛନ୍ତି । ଆବେଦନକାରୀ ତାଙ୍କ ଆବେଦନରେ ଦର୍ଶାଇଛନ୍ତି ଯେ ଏଭଳି ଅନିୟମିତତା ବନ୍ଦୀଙ୍କ ମୌଳିକ ଅଧିକାରର ଉଲ୍ଲଂଘନ ଅଟେ ।: [6, 257, 376, 465]
- sail-address: Rourkela - 769 011, Orissa, India: [254, 1982, 415, 1994]
- drda-subtitle: Notice Inviting Objections: [279, 1674, 478, 1691]
- sail-tender-list: [204, 2004, 554, 2228]
- sail-plant: Rourkela Steel Plant: [254, 1968, 371, 1982]
- paper-subtitle: ଧରିତ୍ରୀ: [606, 116, 669, 140]
- brief-headline-2: ଟିକସ: [945, 33, 981, 53]
- table-row: [581, 2072, 1485, 2105]
- message-signer: (ନବୀନ ପଟ୍ଟନାୟକ): [1308, 630, 1442, 650]
- table-cell: ସିଙ୍ଗେଶ୍ୱର: [744, 1808, 863, 1841]
- table-cell: ଗ୍ରା.ପ. କାର୍ଯ୍ୟାଳୟ: [863, 1775, 977, 1808]
- table-cell: ସହକାରୀ ଯନ୍ତ୍ରୀ, ସମ୍ପୃକ୍ତ ଗ୍ରା.ପ.ର କନିଷ୍ଠଯନ୍ତ୍ରୀ, ପଞ୍ଚାୟତ କାର୍ଯ୍ୟନିର୍ବାହୀ ଅଧିକାରୀ, ଗ୍ରାମରୋଜଗାର ସେବକ: [1061, 1841, 1485, 1874]
